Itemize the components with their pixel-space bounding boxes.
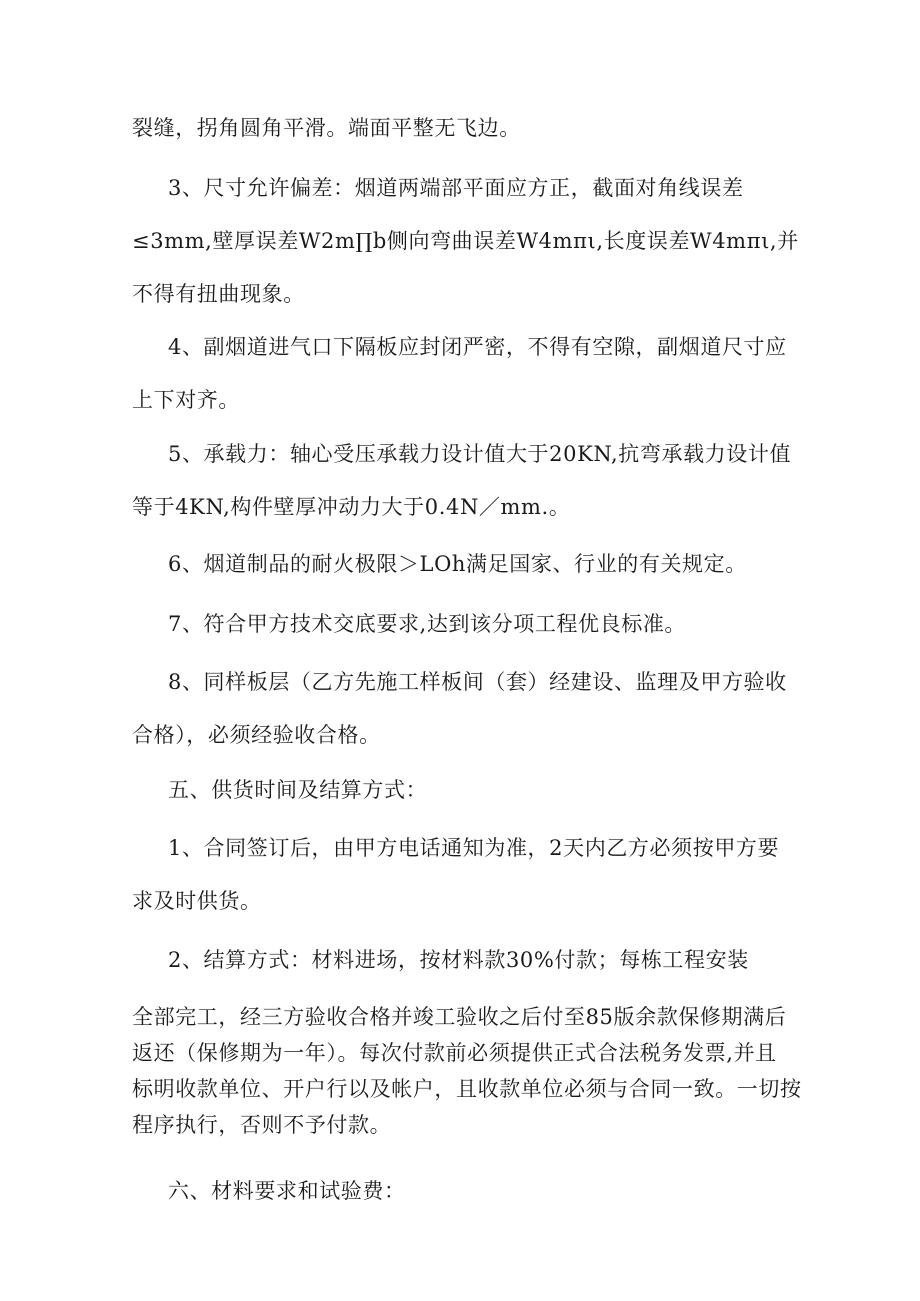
- text-line: 求及时供货。: [132, 889, 262, 913]
- text-line: 2、结算方式：材料进场，按材料款30%付款；每栋工程安装: [168, 948, 749, 972]
- section-heading-materials-testing: [132, 1165, 797, 1218]
- paragraph-item-4-partition: [132, 321, 797, 427]
- paragraph-item-6-fire: [132, 538, 797, 591]
- paragraph-item-7-standard: [132, 598, 797, 651]
- text-line: 等于4KN,构件壁厚冲动力大于0.4N／mm.。: [132, 495, 571, 519]
- text-line: 不得有扭曲现象。: [132, 282, 305, 306]
- text-line: 3、尺寸允许偏差：烟道两端部平面应方正，截面对角线误差: [168, 176, 744, 200]
- paragraph-item-5-load: [132, 428, 797, 534]
- paragraph-item-3-tolerance: [132, 162, 797, 321]
- text-line: 全部完工，经三方验收合格并竣工验收之后付至85版余款保修期满后: [132, 1005, 787, 1029]
- section-heading: 五、供货时间及结算方式：: [168, 778, 428, 802]
- text-line: 返还（保修期为一年）。每次付款前必须提供正式合法税务发票,并且: [132, 1041, 777, 1065]
- text-line: 8、同样板层（乙方先施工样板间（套）经建设、监理及甲方验收: [168, 670, 787, 694]
- text-line: 4、副烟道进气口下隔板应封闭严密，不得有空隙，副烟道尺寸应: [168, 335, 787, 359]
- text-line: 标明收款单位、开户行以及帐户，且收款单位必须与合同一致。一切按: [132, 1077, 802, 1101]
- text-line: 上下对齐。: [132, 388, 240, 412]
- text-line: 程序执行，否则不予付款。: [132, 1113, 392, 1137]
- paragraph-settlement-2: [132, 934, 797, 987]
- text-line: 合格），必须经验收合格。: [132, 723, 381, 747]
- paragraph-settlement-continuation: [132, 999, 802, 1143]
- section-heading-delivery-settlement: [132, 764, 797, 817]
- paragraph-cracks-corners: [132, 102, 797, 155]
- paragraph-item-8-sample: [132, 656, 797, 762]
- text-line: 7、符合甲方技术交底要求,达到该分项工程优良标准。: [168, 612, 687, 636]
- text-line: 6、烟道制品的耐火极限＞LOh满足国家、行业的有关规定。: [168, 552, 747, 576]
- paragraph-delivery-1: [132, 822, 797, 928]
- text-line: 5、承载力：轴心受压承载力设计值大于20KN,抗弯承载力设计值: [168, 442, 792, 466]
- text-line: 1、合同签订后，由甲方电话通知为准，2天内乙方必须按甲方要: [168, 836, 780, 860]
- text-line: ≤3mm,壁厚误差W2m∏b侧向弯曲误差W4mπι,长度误差W4mπι,并: [132, 229, 799, 253]
- text-line: 裂缝，拐角圆角平滑。端面平整无飞边。: [132, 116, 521, 140]
- section-heading: 六、材料要求和试验费：: [168, 1179, 406, 1203]
